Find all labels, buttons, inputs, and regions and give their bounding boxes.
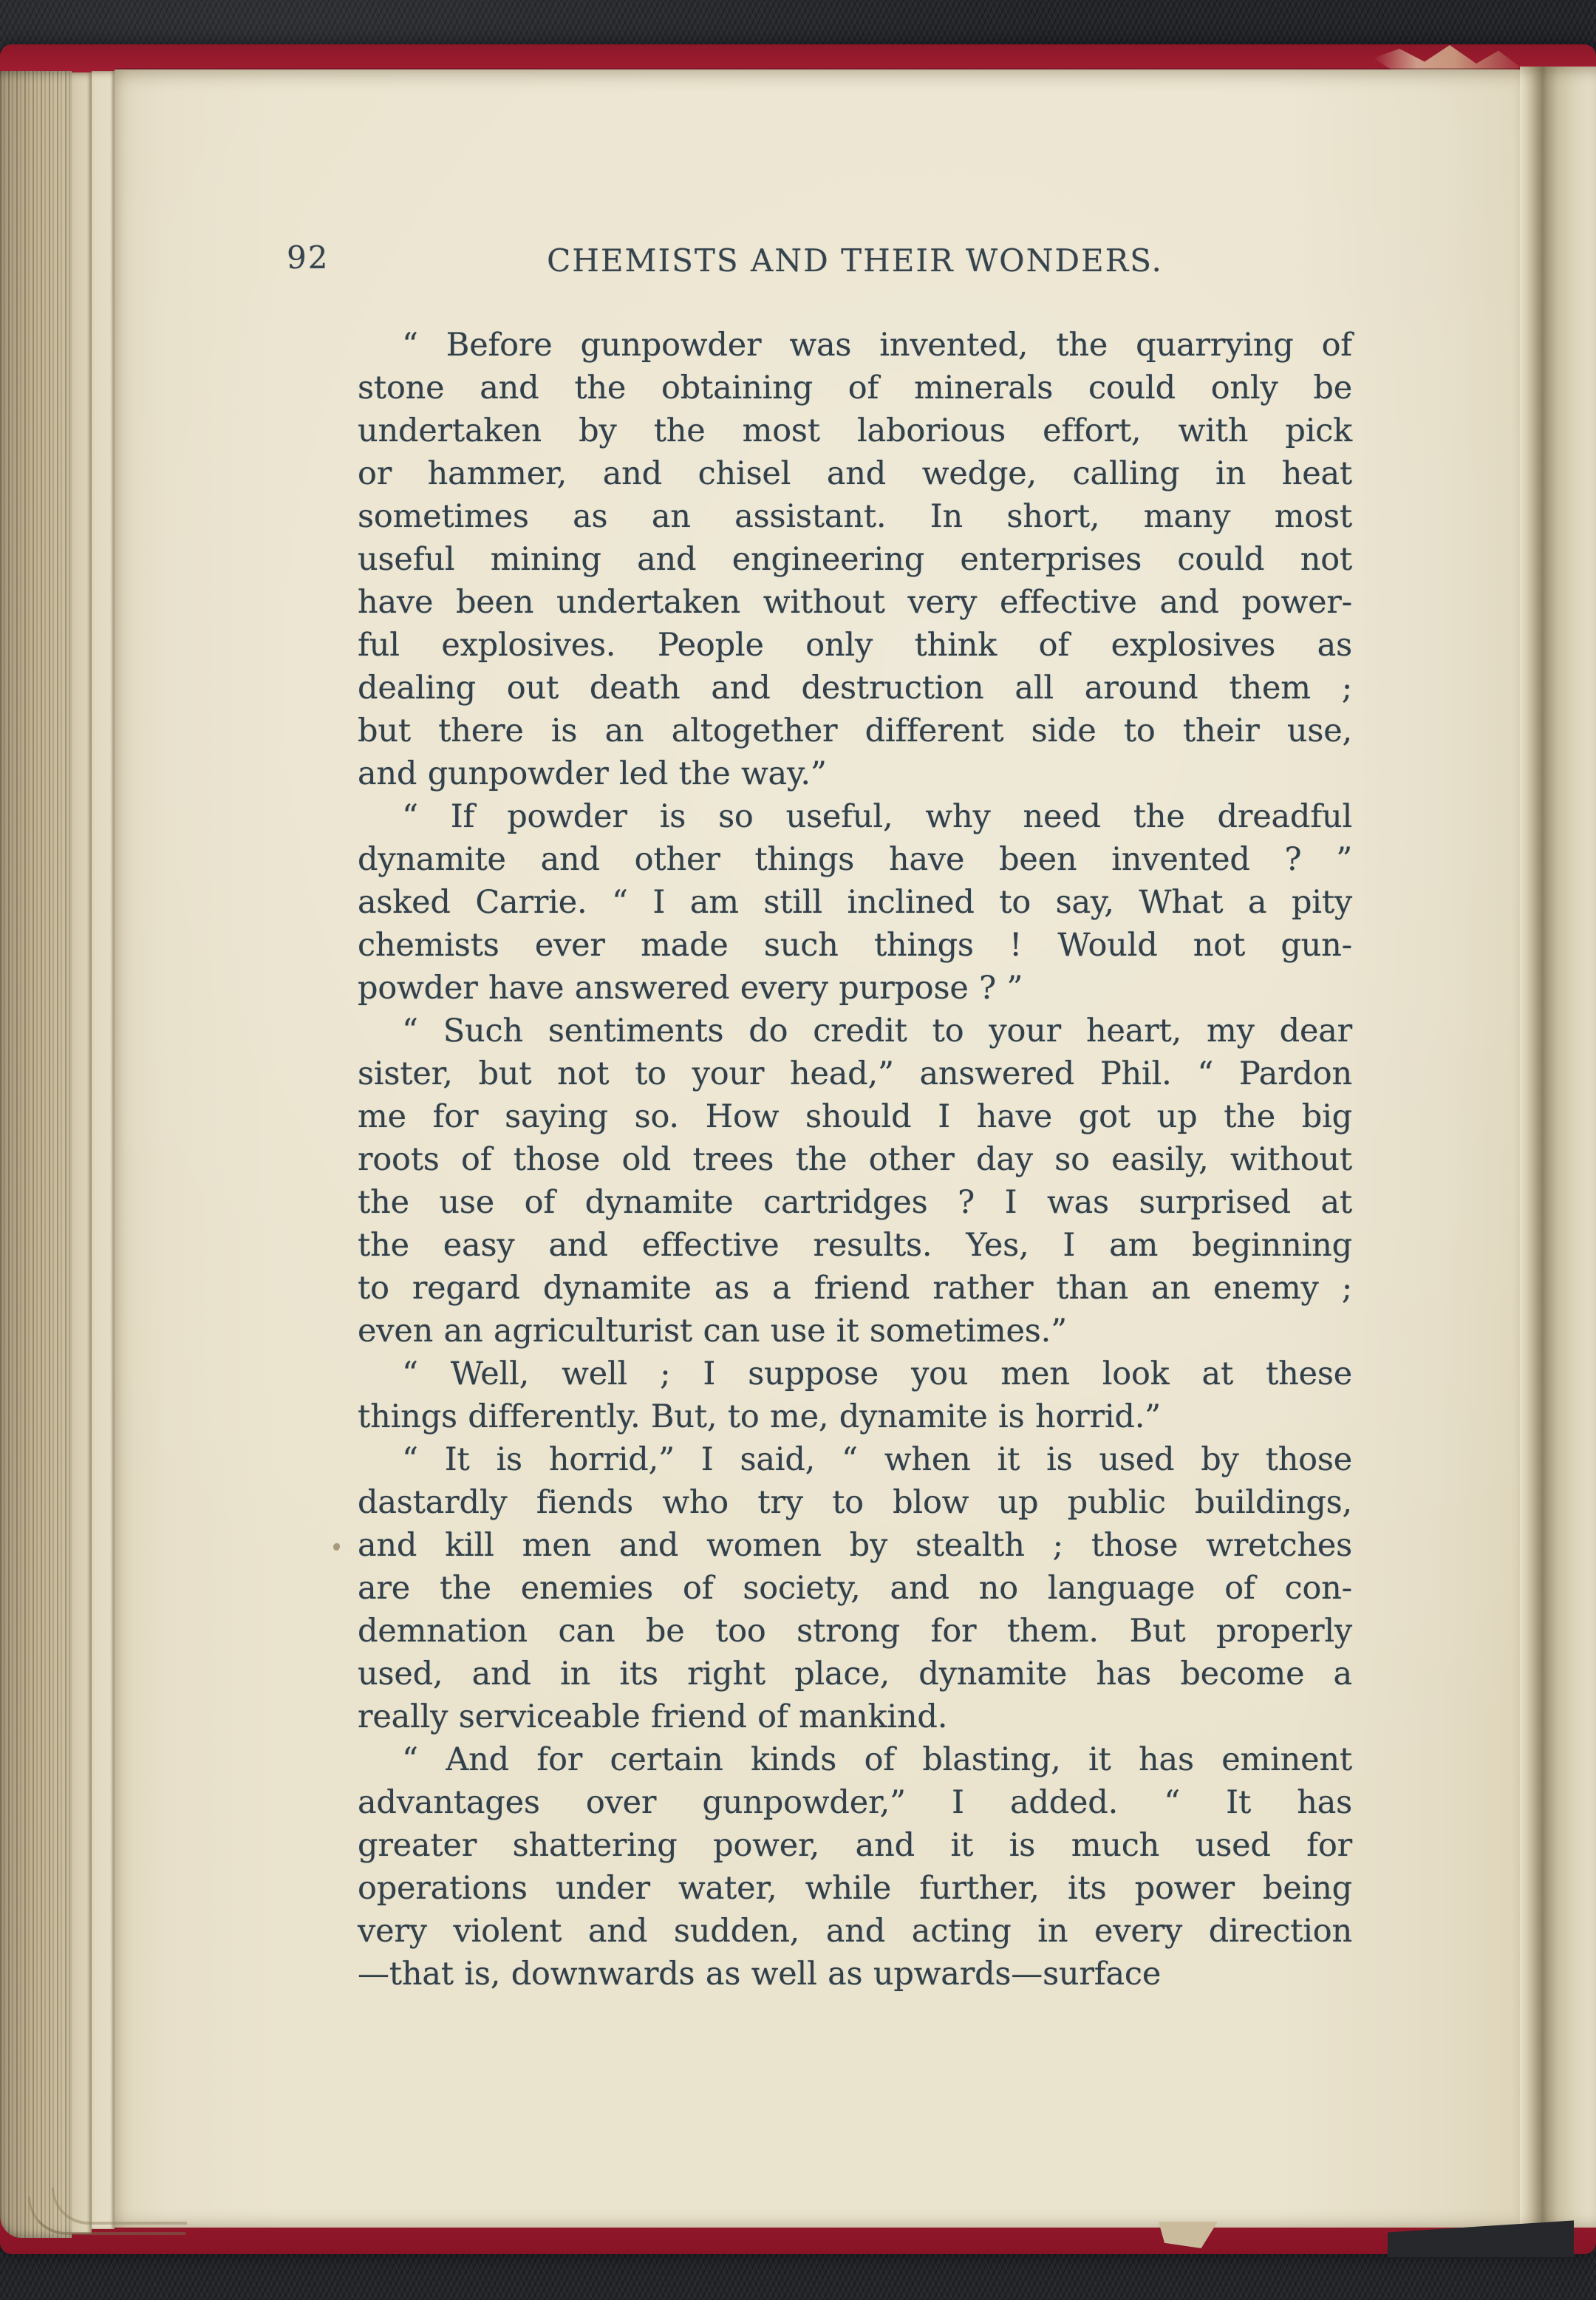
- text-line: dastardly fiends who try to blow up public buildings,: [358, 1484, 1352, 1521]
- text-line: sometimes as an assistant. In short, many most: [358, 498, 1352, 535]
- text-line: “ And for certain kinds of blasting, it has eminent: [402, 1741, 1352, 1778]
- text-line: dynamite and other things have been invented ? ”: [358, 841, 1352, 878]
- text-line: “ Well, well ; I suppose you men look at these: [402, 1355, 1352, 1392]
- text-line: roots of those old trees the other day so easily, without: [358, 1141, 1352, 1178]
- text-line: advantages over gunpowder,” I added. “ It has: [358, 1784, 1352, 1821]
- text-line: “ Such sentiments do credit to your heart, my dear: [402, 1013, 1352, 1049]
- text-line: asked Carrie. “ I am still inclined to say, What a pity: [358, 884, 1352, 921]
- underpage-edge: [72, 72, 92, 2233]
- text-line: me for saying so. How should I have got up the big: [358, 1098, 1352, 1135]
- text-line: the easy and effective results. Yes, I am beginning: [358, 1227, 1352, 1264]
- stacked-page-corner: [52, 2188, 187, 2225]
- page-number: 92: [287, 239, 330, 276]
- text-line: stone and the obtaining of minerals could only be: [358, 370, 1352, 406]
- text-line: sister, but not to your head,” answered Phil. “ Pardon: [358, 1055, 1352, 1092]
- text-line: undertaken by the most laborious effort, with pick: [358, 412, 1352, 449]
- page-body: [358, 324, 1352, 1996]
- paragraph: [358, 1010, 1352, 1353]
- text-line: demnation can be too strong for them. But properly: [358, 1613, 1352, 1650]
- paragraph: [358, 795, 1352, 1010]
- page-fore-edge-stack: [0, 71, 72, 2238]
- text-line: ful explosives. People only think of explosives as: [358, 627, 1352, 664]
- text-line: dealing out death and destruction all around them ;: [358, 670, 1352, 707]
- text-line: but there is an altogether different side to their use,: [358, 712, 1352, 749]
- text-line: really serviceable friend of mankind.: [358, 1698, 948, 1735]
- paragraph: [358, 1438, 1352, 1738]
- book-page: [115, 69, 1520, 2228]
- text-line: useful mining and engineering enterprises could not: [358, 541, 1352, 578]
- text-line: chemists ever made such things ! Would not gun-: [358, 927, 1352, 964]
- text-line: greater shattering power, and it is much used for: [358, 1827, 1352, 1864]
- paragraph: [358, 1353, 1352, 1438]
- text-line: “ If powder is so useful, why need the dreadful: [402, 798, 1352, 835]
- text-line: “ Before gunpowder was invented, the quarrying of: [402, 327, 1352, 364]
- paragraph: [358, 324, 1352, 795]
- underpage-edge: [92, 71, 115, 2229]
- text-line: or hammer, and chisel and wedge, calling in heat: [358, 455, 1352, 492]
- text-line: even an agriculturist can use it sometimes.”: [358, 1313, 1067, 1350]
- text-line: used, and in its right place, dynamite has become a: [358, 1656, 1352, 1692]
- text-line: are the enemies of society, and no language of con-: [358, 1570, 1352, 1607]
- text-line: operations under water, while further, its power being: [358, 1870, 1352, 1907]
- text-line: —that is, downwards as well as upwards—surface: [358, 1956, 1162, 1993]
- text-line: powder have answered every purpose ? ”: [358, 970, 1023, 1007]
- text-line: and gunpowder led the way.”: [358, 755, 827, 792]
- gutter-and-facing-page: [1520, 67, 1596, 2228]
- text-line: things differently. But, to me, dynamite is horrid.”: [358, 1398, 1161, 1435]
- text-line: “ It is horrid,” I said, “ when it is used by those: [402, 1441, 1352, 1478]
- paper-speck: [333, 1543, 340, 1551]
- paragraph: [358, 1738, 1352, 1996]
- running-title: CHEMISTS AND THEIR WONDERS.: [547, 242, 1163, 279]
- text-line: very violent and sudden, and acting in every direction: [358, 1913, 1352, 1950]
- text-line: the use of dynamite cartridges ? I was surprised at: [358, 1184, 1352, 1221]
- text-line: and kill men and women by stealth ; those wretches: [358, 1527, 1352, 1564]
- text-line: have been undertaken without very effective and power-: [358, 584, 1352, 621]
- text-line: to regard dynamite as a friend rather than an enemy ;: [358, 1270, 1352, 1307]
